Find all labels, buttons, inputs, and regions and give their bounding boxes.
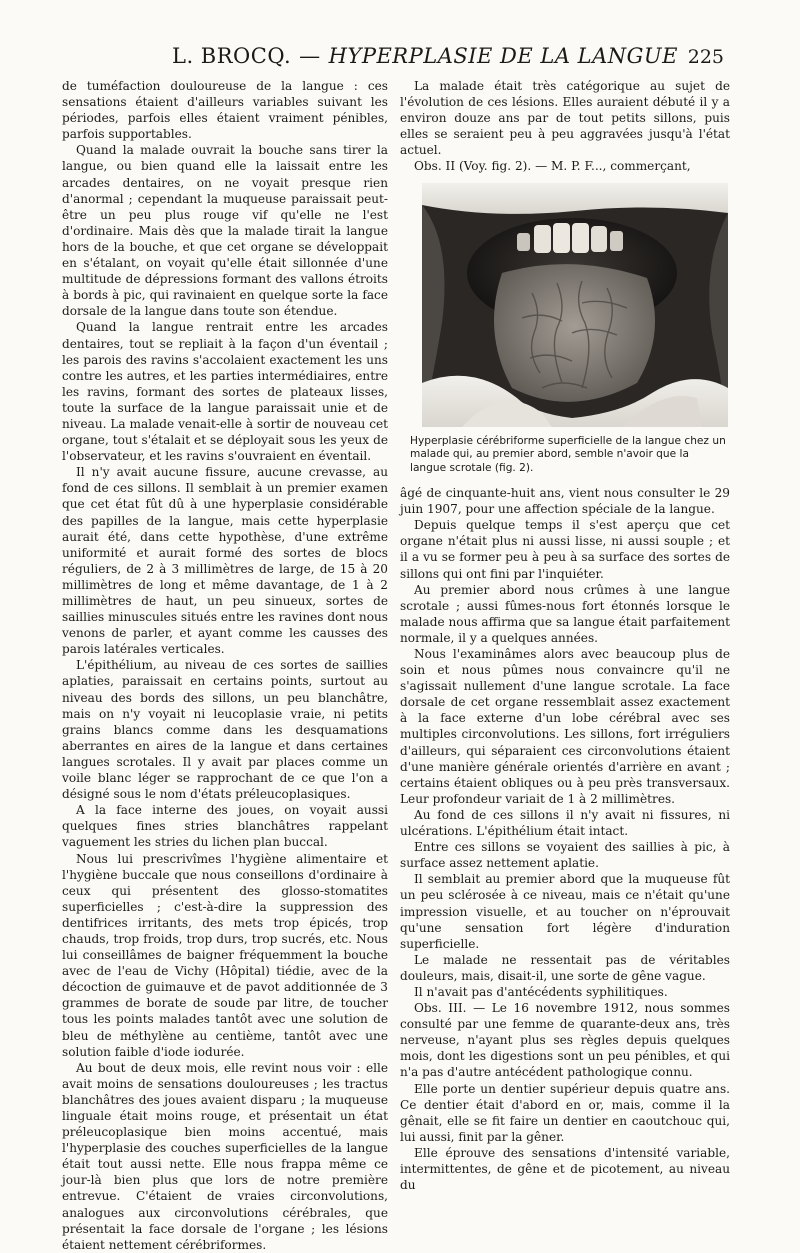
article-title: HYPERPLASIE DE LA LANGUE [328, 44, 678, 68]
paragraph: Le malade ne ressentait pas de véritables douleurs, mais, disait-il, une sorte de gêne vague. [400, 952, 730, 983]
tooth [553, 223, 570, 253]
paragraph: A la face interne des joues, on voyait aussi quelques fines stries blanchâtres rappelant vaguement les stries du lichen plan buccal. [62, 803, 388, 850]
paragraph: Nous lui prescrivîmes l'hygiène alimentaire et l'hygiène buccale que nous conseillons d'ordinaire à ceux qui présentent des glosso-stomatites superficielles ; c'est-à-dire la suppression des dentifrices irritants, des mets trop épicés, trop chauds, trop froids, trop durs, trop sucrés, etc. Nous lui conseillâmes de baigner fréquemment la bouche avec de l'eau de Vichy (Hôpital) tiédie, avec de la décoction de guimauve et de pavot additionnée de 3 grammes de borate de soude par litre, de toucher tous les points malades tantôt avec une solution de bleu de méthylène au centième, tantôt avec une solution faible d'iode iodurée. [62, 851, 388, 1059]
paragraph: Quand la langue rentrait entre les arcades dentaires, tout se repliait à la façon d'un éventail ; les parois des ravins s'accolaient exactement les uns contre les autres, et les parties intermédiaires, entre les ravins, formant des sortes de plateaux lisses, toute la surface de la langue paraissait unie et de niveau. La malade venait-elle à sortir de nouveau cet organe, tout s'étalait et se déployait sous les yeux de l'observateur, et les ravins s'ouvraient en éventail. [62, 320, 388, 464]
tooth [610, 231, 623, 251]
tongue [494, 264, 655, 402]
paragraph: Depuis quelque temps il s'est aperçu que cet organe n'était plus ni aussi lisse, ni aussi souple ; et il a vu se former peu à peu à sa surface des sortes de sillons qui ont fini par l'inquiéter. [400, 518, 730, 581]
page-header [62, 44, 742, 74]
paragraph: Il n'avait pas d'antécédents syphilitiques. [414, 984, 668, 999]
paragraph: Il semblait au premier abord que la muqueuse fût un peu sclérosée à ce niveau, mais ce n'était qu'une impression visuelle, et au toucher on n'éprouvait qu'une sensation fort légère d'induration superficielle. [400, 872, 730, 951]
paragraph: Elle éprouve des sensations d'intensité variable, intermittentes, de gêne et de picotement, au niveau du [400, 1145, 730, 1193]
tooth [591, 226, 607, 252]
tooth [517, 233, 530, 251]
paragraph: Au bout de deux mois, elle revint nous voir : elle avait moins de sensations douloureuses ; les tractus blanchâtres des joues avaient disparu ; la muqueuse linguale était moins rouge, et présentait un état préleucoplasique bien moins accentué, mais l'hyperplasie des couches superficielles de la langue était tout aussi nette. Elle nous frappa même ce jour-là bien plus que lors de notre première entrevue. C'étaient de vraies circonvolutions, analogues aux circonvolutions cérébrales, que présentait la face dorsale de l'organe ; les lésions étaient nettement cérébriformes. [62, 1060, 388, 1252]
paragraph: La malade était très catégorique au sujet de l'évolution de ces lésions. Elles auraient débuté il y a environ douze ans par de tout petits sillons, puis elles se seraient peu à peu aggravées jusqu'à l'état actuel. [400, 79, 730, 158]
photo-svg [422, 183, 728, 427]
tooth [534, 225, 551, 253]
left-column [62, 78, 388, 1253]
tongue-photograph [422, 183, 728, 427]
paragraph: Entre ces sillons se voyaient des saillies à pic, à surface assez nettement aplatie. [400, 840, 730, 871]
paragraph: âgé de cinquante-huit ans, vient nous consulter le 29 juin 1907, pour une affection spéciale de la langue. [400, 486, 730, 517]
paragraph: Au premier abord nous crûmes à une langue scrotale ; aussi fûmes-nous fort étonnés lorsque le malade nous affirma que sa langue était parfaitement normale, il y a quelques années. [400, 582, 730, 645]
author-name: L. BROCQ. [172, 44, 292, 68]
obs-heading: Obs. II (Voy. fig. 2). — M. P. F..., commerçant, [414, 159, 691, 174]
paragraph: de tuméfaction douloureuse de la langue : ces sensations étaient d'ailleurs variables suivant les périodes, parfois elles étaient vraiment pénibles, parfois supportables. [62, 79, 388, 142]
paragraph: Au fond de ces sillons il n'y avait ni fissures, ni ulcérations. L'épithélium était intact. [400, 807, 730, 839]
figure-caption: Hyperplasie cérébriforme superficielle de la langue chez un malade qui, au premier abord, semble n'avoir que la langue scrotale (fig. 2). [410, 434, 726, 474]
paragraph: Elle porte un dentier supérieur depuis quatre ans. Ce dentier était d'abord en or, mais, comme il la gênait, elle se fit faire un dentier en caoutchouc qui, lui aussi, finit par la gêner. [400, 1081, 730, 1144]
paragraph: Nous l'examinâmes alors avec beaucoup plus de soin et nous pûmes nous convaincre qu'il ne s'agissait nullement d'une langue scrotale. La face dorsale de cet organe ressemblait assez exactement à la face externe d'un lobe cérébral avec ses multiples circonvolutions. Les sillons, fort irréguliers d'ailleurs, qui séparaient ces circonvolutions étaient d'une manière générale orientés d'arrière en avant ; certains étaient obliques ou à peu près transversaux. Leur profondeur variait de 1 à 2 millimètres. [400, 647, 730, 806]
paragraph: L'épithélium, au niveau de ces sortes de saillies aplaties, paraissait en certains points, surtout au niveau des bords des sillons, un peu blanchâtre, mais on n'y voyait ni leucoplasie vraie, ni petits grains blancs comme dans les desquamations aberrantes en aires de la langue et dans certaines langues scrotales. Il y avait par places comme un voile blanc léger se rapprochant de ce que l'on a désigné sous le nom d'états préleucoplasiques. [62, 658, 388, 802]
obs-heading: Obs. III. — Le 16 novembre 1912, nous sommes consulté par une femme de quarante-deux ans, très nerveuse, n'ayant plus ses règles depuis quelques mois, dont les digestions sont un peu pénibles, et qui n'a pas d'autre antécédent pathologique connu. [400, 1001, 730, 1080]
tooth [572, 223, 589, 253]
page-number: 225 [687, 46, 724, 68]
paragraph: Quand la malade ouvrait la bouche sans tirer la langue, ou bien quand elle la laissait entre les arcades dentaires, on ne voyait presque rien d'anormal ; cependant la muqueuse paraissait peut-être un peu plus rouge vif qu'elle ne l'est d'ordinaire. Mais dès que la malade tirait la langue hors de la bouche, et que cet organe se développait en s'étalant, on voyait qu'elle était sillonnée d'une multitude de dépressions formant des vallons étroits à bords à pic, qui ravinaient en quelque sorte la face dorsale de la langue dans toute son étendue. [62, 143, 388, 319]
running-title [172, 44, 678, 68]
title-separator: — [299, 44, 321, 68]
right-column [400, 78, 730, 1193]
paragraph: Il n'y avait aucune fissure, aucune crevasse, au fond de ces sillons. Il semblait à un premier examen que cet état fût dû à une hyperplasie considérable des papilles de la langue, mais cette hyperplasie aurait été, dans cette hypothèse, d'une extrême uniformité et aurait formé des sortes de blocs réguliers, de 2 à 3 millimètres de large, de 15 à 20 millimètres de long et même davantage, de 1 à 2 millimètres de haut, un peu sinueux, sortes de saillies minuscules situés entre les ravines dont nous venons de parler, et ayant comme les causses des parois latérales verticales. [62, 465, 388, 657]
